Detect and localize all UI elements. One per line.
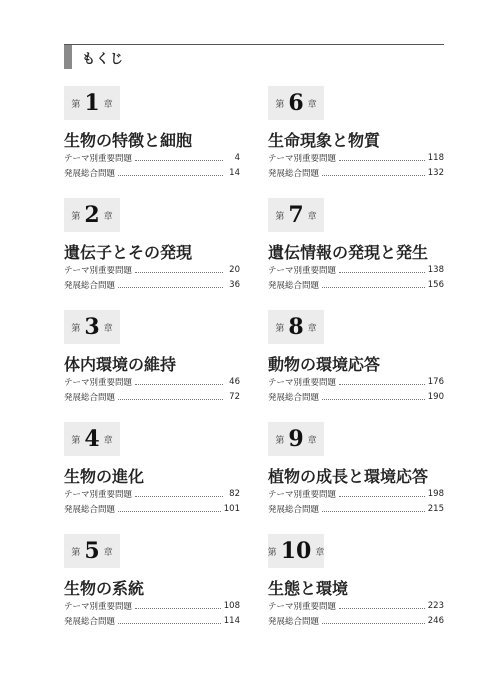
chapter-number-badge bbox=[268, 198, 324, 232]
dot-leader bbox=[118, 174, 223, 176]
toc-entry[interactable] bbox=[268, 503, 444, 515]
toc-entry-page: 20 bbox=[229, 265, 240, 275]
toc-entry-page: 215 bbox=[427, 504, 444, 514]
toc-entry-page: 114 bbox=[223, 616, 240, 626]
chapter-number: 4 bbox=[84, 426, 100, 452]
chapter-prefix: 第 bbox=[267, 547, 277, 558]
toc-entry-page: 46 bbox=[229, 377, 240, 387]
chapter-number: 7 bbox=[288, 202, 304, 228]
toc-entry[interactable] bbox=[268, 152, 444, 164]
chapter-number: 1 bbox=[84, 90, 100, 116]
toc-entry-page: 190 bbox=[427, 392, 444, 402]
toc-entry[interactable] bbox=[64, 503, 240, 515]
toc-entry[interactable] bbox=[268, 391, 444, 403]
dot-leader bbox=[135, 271, 223, 273]
chapter-title: 遺伝子とその発現 bbox=[64, 243, 193, 262]
toc-entry[interactable] bbox=[268, 488, 444, 500]
toc-entry-label: 発展総合問題 bbox=[268, 617, 320, 627]
toc-entry-page: 138 bbox=[427, 265, 444, 275]
dot-leader bbox=[135, 495, 223, 497]
chapter-number-badge bbox=[268, 86, 324, 120]
chapter-suffix: 章 bbox=[307, 323, 317, 334]
chapter-title: 遺伝情報の発現と発生 bbox=[268, 243, 429, 262]
toc-entry[interactable] bbox=[268, 167, 444, 179]
chapter-number-badge bbox=[64, 198, 120, 232]
chapter-number-badge bbox=[268, 534, 324, 568]
chapter-suffix: 章 bbox=[103, 547, 113, 558]
chapter-prefix: 第 bbox=[275, 99, 285, 110]
chapter-title: 体内環境の維持 bbox=[64, 355, 177, 374]
chapter-suffix: 章 bbox=[307, 211, 317, 222]
toc-entry-page: 14 bbox=[229, 168, 240, 178]
chapter-suffix: 章 bbox=[103, 99, 113, 110]
chapter-suffix: 章 bbox=[103, 323, 113, 334]
toc-entry[interactable] bbox=[268, 279, 444, 291]
chapter-block bbox=[64, 198, 240, 298]
toc-entry[interactable] bbox=[268, 264, 444, 276]
toc-entry-page: 101 bbox=[223, 504, 240, 514]
dot-leader bbox=[339, 607, 425, 609]
dot-leader bbox=[135, 607, 221, 609]
chapter-prefix: 第 bbox=[275, 211, 285, 222]
toc-entry-page: 176 bbox=[427, 377, 444, 387]
toc-entry-page: 36 bbox=[229, 280, 240, 290]
toc-entry-page: 4 bbox=[234, 153, 240, 163]
dot-leader bbox=[339, 159, 425, 161]
chapter-block bbox=[64, 310, 240, 410]
toc-entry-page: 198 bbox=[427, 489, 444, 499]
chapter-number-badge bbox=[268, 310, 324, 344]
toc-entry-label: テーマ別重要問題 bbox=[64, 266, 133, 276]
chapter-block bbox=[64, 534, 240, 634]
chapter-number: 10 bbox=[280, 538, 312, 564]
toc-entry-label: 発展総合問題 bbox=[268, 393, 320, 403]
toc-entry-label: テーマ別重要問題 bbox=[64, 490, 133, 500]
toc-title: もくじ bbox=[82, 52, 125, 67]
toc-entry-label: 発展総合問題 bbox=[64, 505, 116, 515]
chapter-number: 9 bbox=[288, 426, 304, 452]
chapter-suffix: 章 bbox=[103, 211, 113, 222]
toc-entry[interactable] bbox=[64, 376, 240, 388]
toc-entry-label: テーマ別重要問題 bbox=[268, 378, 337, 388]
chapter-number: 8 bbox=[288, 314, 304, 340]
toc-entry-label: テーマ別重要問題 bbox=[268, 602, 337, 612]
chapter-title: 生態と環境 bbox=[268, 579, 349, 598]
dot-leader bbox=[339, 495, 425, 497]
toc-entry-label: 発展総合問題 bbox=[268, 505, 320, 515]
toc-entry-label: テーマ別重要問題 bbox=[268, 490, 337, 500]
dot-leader bbox=[118, 398, 223, 400]
chapter-title: 生物の特徴と細胞 bbox=[64, 131, 193, 150]
dot-leader bbox=[322, 174, 425, 176]
dot-leader bbox=[339, 271, 425, 273]
toc-entry[interactable] bbox=[64, 600, 240, 612]
chapter-prefix: 第 bbox=[71, 211, 81, 222]
toc-entry-page: 132 bbox=[427, 168, 444, 178]
chapter-title: 生物の進化 bbox=[64, 467, 145, 486]
toc-entry-page: 72 bbox=[229, 392, 240, 402]
chapter-number: 2 bbox=[84, 202, 100, 228]
toc-header bbox=[64, 44, 444, 69]
toc-entry[interactable] bbox=[268, 376, 444, 388]
chapter-number-badge bbox=[268, 422, 324, 456]
chapter-title: 動物の環境応答 bbox=[268, 355, 381, 374]
toc-entry-page: 223 bbox=[427, 601, 444, 611]
dot-leader bbox=[118, 622, 221, 624]
dot-leader bbox=[135, 383, 223, 385]
dot-leader bbox=[135, 159, 223, 161]
toc-entry[interactable] bbox=[64, 391, 240, 403]
chapter-prefix: 第 bbox=[71, 547, 81, 558]
toc-entry-label: テーマ別重要問題 bbox=[268, 154, 337, 164]
chapter-block bbox=[268, 86, 444, 186]
chapter-title: 植物の成長と環境応答 bbox=[268, 467, 429, 486]
toc-entry[interactable] bbox=[64, 264, 240, 276]
chapter-title: 生物の系統 bbox=[64, 579, 145, 598]
chapter-suffix: 章 bbox=[103, 435, 113, 446]
chapter-block bbox=[268, 310, 444, 410]
toc-entry-label: 発展総合問題 bbox=[64, 281, 116, 291]
chapter-number-badge bbox=[64, 534, 120, 568]
chapter-number-badge bbox=[64, 422, 120, 456]
dot-leader bbox=[322, 622, 425, 624]
chapter-suffix: 章 bbox=[307, 435, 317, 446]
toc-entry-page: 118 bbox=[427, 153, 444, 163]
dot-leader bbox=[322, 510, 425, 512]
toc-entry[interactable] bbox=[64, 167, 240, 179]
chapter-prefix: 第 bbox=[275, 323, 285, 334]
toc-entry-label: テーマ別重要問題 bbox=[64, 378, 133, 388]
toc-entry-label: 発展総合問題 bbox=[268, 281, 320, 291]
chapter-number-badge bbox=[64, 86, 120, 120]
header-accent-bar bbox=[64, 45, 72, 69]
toc-entry-label: 発展総合問題 bbox=[64, 617, 116, 627]
chapter-prefix: 第 bbox=[71, 435, 81, 446]
toc-entry[interactable] bbox=[64, 152, 240, 164]
toc-entry[interactable] bbox=[64, 615, 240, 627]
chapter-prefix: 第 bbox=[71, 323, 81, 334]
toc-entry[interactable] bbox=[268, 615, 444, 627]
chapter-block bbox=[268, 534, 444, 634]
chapter-prefix: 第 bbox=[71, 99, 81, 110]
dot-leader bbox=[118, 510, 221, 512]
chapter-block bbox=[64, 422, 240, 522]
chapter-suffix: 章 bbox=[307, 99, 317, 110]
dot-leader bbox=[322, 398, 425, 400]
dot-leader bbox=[322, 286, 425, 288]
toc-entry-label: テーマ別重要問題 bbox=[268, 266, 337, 276]
toc-entry-label: 発展総合問題 bbox=[64, 169, 116, 179]
dot-leader bbox=[118, 286, 223, 288]
chapter-prefix: 第 bbox=[275, 435, 285, 446]
chapter-number: 3 bbox=[84, 314, 100, 340]
chapter-number: 5 bbox=[84, 538, 100, 564]
chapter-block bbox=[268, 422, 444, 522]
toc-entry[interactable] bbox=[64, 488, 240, 500]
toc-entry-label: 発展総合問題 bbox=[64, 393, 116, 403]
toc-entry-label: テーマ別重要問題 bbox=[64, 602, 133, 612]
dot-leader bbox=[339, 383, 425, 385]
toc-entry-page: 156 bbox=[427, 280, 444, 290]
chapter-block bbox=[268, 198, 444, 298]
toc-entry-page: 108 bbox=[223, 601, 240, 611]
toc-entry-page: 82 bbox=[229, 489, 240, 499]
toc-entry-label: テーマ別重要問題 bbox=[64, 154, 133, 164]
toc-entry[interactable] bbox=[64, 279, 240, 291]
toc-entry-page: 246 bbox=[427, 616, 444, 626]
chapter-number-badge bbox=[64, 310, 120, 344]
chapter-number: 6 bbox=[288, 90, 304, 116]
chapter-suffix: 章 bbox=[315, 547, 325, 558]
toc-entry[interactable] bbox=[268, 600, 444, 612]
chapter-title: 生命現象と物質 bbox=[268, 131, 381, 150]
chapter-block bbox=[64, 86, 240, 186]
toc-entry-label: 発展総合問題 bbox=[268, 169, 320, 179]
